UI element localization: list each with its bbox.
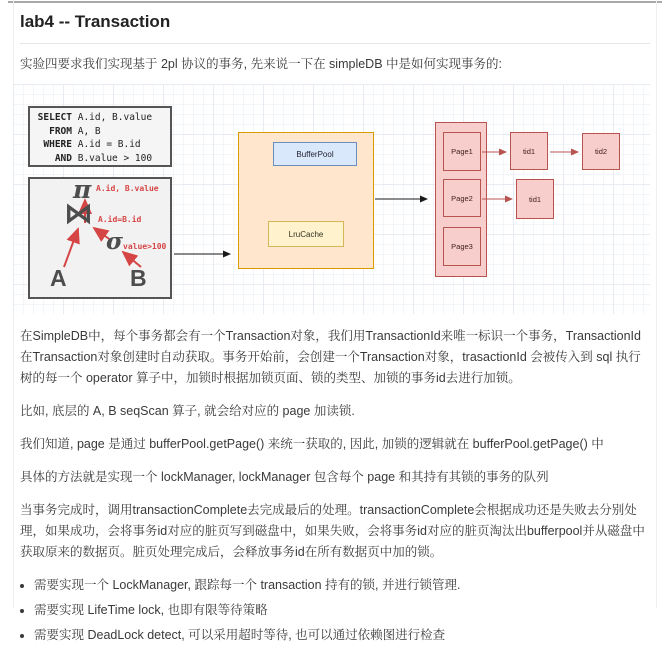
- tid1-label: tid1: [522, 146, 536, 156]
- top-divider: [8, 1, 662, 3]
- sql-line: [34, 111, 166, 125]
- page1-label: Page1: [451, 147, 473, 156]
- list-item: • 需要实现一个 LockManager, 跟踪每一个 transaction 持有的锁, 并进行锁管理.: [34, 575, 650, 596]
- sql-query-box: [28, 106, 172, 167]
- page2-label: Page2: [451, 193, 473, 203]
- sql-text: A.id, B.value: [72, 112, 153, 123]
- sql-keyword: AND: [54, 152, 72, 164]
- page3-box: [443, 227, 481, 266]
- list-item: • 需要实现 DeadLock detect, 可以采用超时等待, 也可以通过依赖图进行检查: [34, 625, 650, 646]
- tid2-box: [582, 133, 620, 170]
- list-item: • 需要实现 LifeTime lock, 也即有限等待策略: [34, 600, 650, 621]
- sql-line: [34, 138, 166, 152]
- sql-text: B.value > 100: [72, 152, 153, 164]
- sql-keyword: WHERE: [43, 139, 72, 150]
- tid1-second-box: [516, 179, 554, 219]
- table-b-label: B: [130, 265, 147, 291]
- sql-keyword: SELECT: [37, 112, 72, 123]
- sql-line: [34, 152, 166, 166]
- paragraph-seqscan: 比如, 底层的 A, B seqScan 算子, 就会给对应的 page 加读锁.: [20, 404, 355, 418]
- sql-line: [34, 125, 166, 139]
- paragraph-transaction-object: 在SimpleDB中，每个事务都会有一个Transaction对象，我们用TransactionId来唯一标识一个事务，TransactionId在Transaction对象创建时自动获取。事务开始前，会创建一个Transaction对象，trasactionId 会被传入到 sql 执行树的每一个 operator 算子中，加锁时根据加锁页面、锁的类型、加锁的事务id去进行加锁。: [20, 329, 641, 385]
- sql-text: A, B: [72, 125, 101, 137]
- paragraph-transaction-complete: 当事务完成时，调用transactionComplete去完成最后的处理。transactionComplete会根据成功还是失败去分别处理，如果成功，会将事务id对应的脏页写到磁盘中，如果失败，会将事务id对应的脏页淘汰出bufferpool并从磁盘中获取原来的数据页。脏页处理完成后，会释放事务id在所有数据页中加的锁。: [20, 503, 645, 559]
- table-a-label: A: [50, 265, 67, 291]
- sql-keyword: FROM: [49, 125, 72, 137]
- join-operator-icon: ⋈: [64, 196, 93, 230]
- lrucache-label: LruCache: [288, 229, 324, 239]
- page-title: lab4 -- Transaction: [20, 0, 650, 44]
- requirements-list: [20, 575, 650, 646]
- tid1-box: [510, 132, 548, 170]
- tid2-label: tid2: [594, 147, 608, 156]
- right-content-border: [656, 0, 657, 608]
- selection-operator-icon: σ: [106, 228, 123, 255]
- transaction-architecture-diagram: [13, 84, 650, 314]
- selection-label: value>100: [123, 242, 167, 251]
- paragraph-getpage: 我们知道, page 是通过 bufferPool.getPage() 来统一获取的, 因此, 加锁的逻辑就在 bufferPool.getPage() 中: [20, 437, 604, 451]
- page3-label: Page3: [451, 242, 473, 251]
- page1-box: [443, 132, 481, 171]
- query-plan-tree-box: [28, 177, 172, 299]
- intro-paragraph: 实验四要求我们实现基于 2pl 协议的事务, 先来说一下在 simpleDB 中是如何实现事务的:: [20, 57, 502, 71]
- bufferpool-box: [273, 142, 357, 166]
- page2-box: [443, 179, 481, 217]
- bufferpool-label: BufferPool: [296, 149, 334, 159]
- projection-operator-icon: π: [73, 175, 92, 204]
- join-label: A.id=B.id: [98, 215, 142, 224]
- lrucache-box: [268, 221, 344, 247]
- sql-text: A.id = B.id: [72, 139, 141, 150]
- tid1-second-label: tid1: [528, 194, 542, 204]
- projection-label: A.id, B.value: [96, 184, 159, 193]
- paragraph-lockmanager: 具体的方法就是实现一个 lockManager, lockManager 包含每个 page 和其持有其锁的事务的队列: [20, 470, 549, 484]
